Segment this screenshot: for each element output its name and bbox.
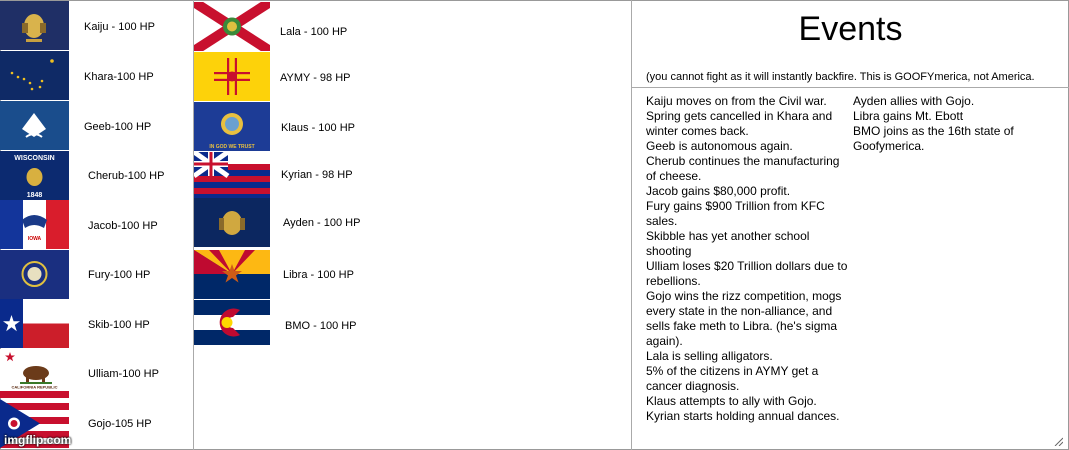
events-note: (you cannot fight as it will instantly backfire. This is GOOFYmerica, not America. [646, 71, 1035, 83]
column-divider-2 [631, 0, 632, 450]
player-label-gojo: Gojo-105 HP [88, 418, 152, 430]
texas-flag [0, 299, 69, 348]
player-label-klaus: Klaus - 100 HP [281, 122, 355, 134]
player-label-aymy: AYMY - 98 HP [280, 72, 351, 84]
events-divider [632, 87, 1069, 88]
wisconsin-flag-year: 1848 [26, 192, 43, 199]
events-list-column-1: Kaiju moves on from the Civil war. Spring gets cancelled in Khara and winter comes back. Geeb is autonomous again. Cherub continues the manufacturing of cheese. Jacob gains $80,000 profit. Fury gains $900 Trillion from KFC sales. Skibble has yet another school shooting Ulliam loses $20 Trillion dollars due to rebellions. Gojo wins the rizz competition, mogs every state in the non-alliance, and sells fake meth to Libra. (he's sigma again). Lala is selling alligators. 5% of the citizens in AYMY get a cancer diagnosis. Klaus attempts to ally with Gojo. Kyrian starts holding annual dances. [646, 94, 848, 423]
new-mexico-flag [194, 52, 270, 101]
pennsylvania-flag [0, 1, 69, 50]
player-label-ayden: Ayden - 100 HP [283, 217, 361, 229]
player-label-ulliam: Ulliam-100 HP [88, 368, 159, 380]
events-title: Events [798, 10, 903, 48]
louisiana-flag [0, 101, 69, 150]
player-label-geeb: Geeb-100 HP [84, 121, 152, 133]
player-label-lala: Lala - 100 HP [280, 26, 348, 38]
player-label-kaiju: Kaiju - 100 HP [84, 21, 155, 33]
arizona-flag [194, 250, 270, 299]
iowa-flag-text: IOWA [27, 236, 42, 242]
watermark: imgflip.com [4, 433, 72, 447]
player-label-skib: Skib-100 HP [88, 319, 150, 331]
player-label-bmo: BMO - 100 HP [285, 320, 357, 332]
hawaii-flag [194, 152, 270, 201]
california-flag [0, 349, 69, 398]
player-label-jacob: Jacob-100 HP [88, 220, 158, 232]
player-label-fury: Fury-100 HP [88, 269, 151, 281]
player-label-kyrian: Kyrian - 98 HP [281, 169, 353, 181]
kansas-flag [194, 102, 270, 151]
resize-grip-icon[interactable] [1053, 436, 1063, 446]
player-label-libra: Libra - 100 HP [283, 269, 354, 281]
kentucky-flag [0, 250, 69, 299]
wisconsin-flag-text: WISCONSIN [14, 155, 55, 162]
alaska-flag [0, 51, 69, 100]
california-flag-text: CALIFORNIA REPUBLIC [11, 384, 58, 390]
iowa-flag [0, 200, 69, 249]
player-label-cherub: Cherub-100 HP [88, 170, 165, 182]
florida-flag [194, 2, 270, 51]
colorado-flag [194, 300, 270, 345]
player-label-khara: Khara-100 HP [84, 71, 154, 83]
wisconsin-flag [0, 151, 69, 200]
kansas-flag-text: IN GOD WE TRUST [209, 144, 255, 150]
michigan-flag [194, 198, 270, 247]
events-list-column-2: Ayden allies with Gojo. Libra gains Mt. Ebott BMO joins as the 16th state of Goofymerica. [853, 94, 1014, 153]
